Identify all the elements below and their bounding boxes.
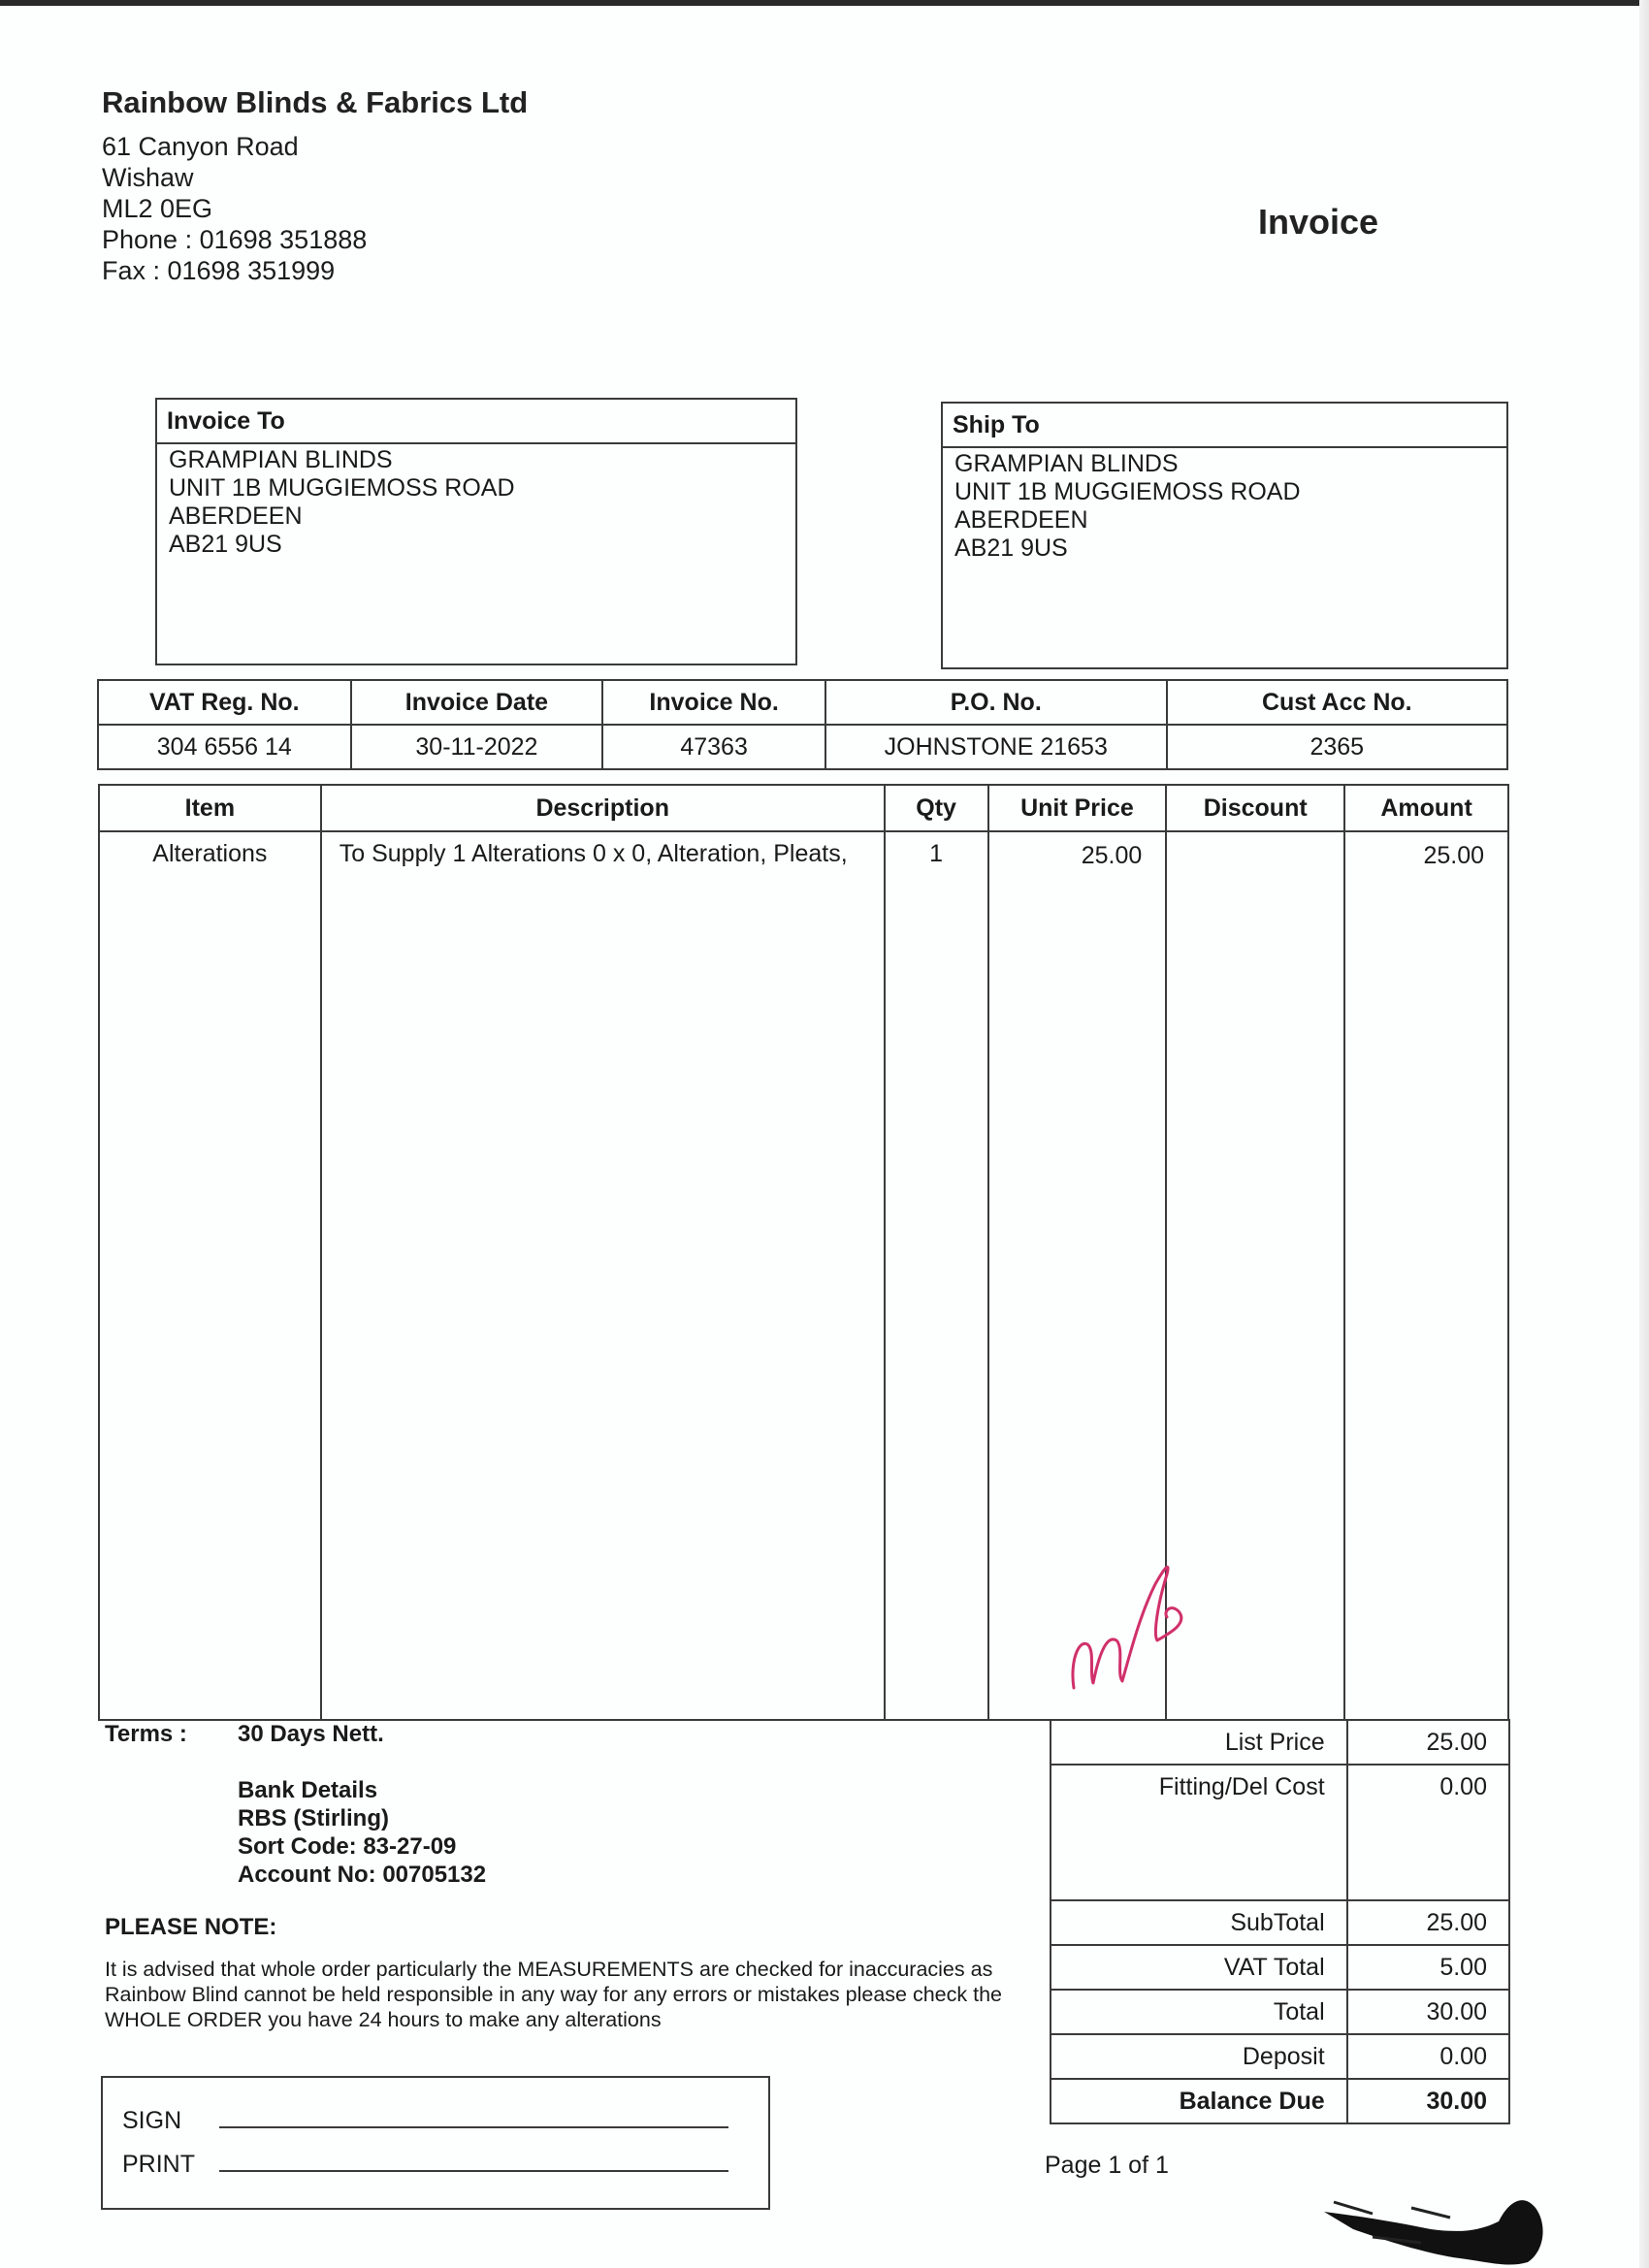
total-value: 30.00 (1347, 1990, 1509, 2034)
list-price-value: 25.00 (1347, 1720, 1509, 1765)
amount-cell: 25.00 (1344, 831, 1508, 1720)
qty-cell: 1 (885, 831, 988, 1720)
description-header: Description (321, 785, 885, 831)
scan-top-edge (0, 0, 1649, 6)
deposit-value: 0.00 (1347, 2034, 1509, 2079)
print-line[interactable] (219, 2170, 728, 2172)
invoice-to-line: UNIT 1B MUGGIEMOSS ROAD (169, 474, 515, 502)
subtotal-label: SubTotal (1051, 1900, 1347, 1945)
ink-smudge (1314, 2173, 1557, 2268)
table-row (99, 831, 1508, 1720)
discount-header: Discount (1166, 785, 1344, 831)
invoice-to-line: ABERDEEN (169, 502, 303, 530)
unit-price-cell: 25.00 (988, 831, 1167, 1720)
bank-name: RBS (Stirling) (238, 1805, 389, 1831)
vat-total-value: 5.00 (1347, 1945, 1509, 1990)
invoice-to-heading: Invoice To (157, 400, 795, 444)
list-price-label: List Price (1051, 1720, 1347, 1765)
subtotal-value: 25.00 (1347, 1900, 1509, 1945)
company-fax: Fax : 01698 351999 (102, 256, 336, 285)
company-address-line: ML2 0EG (102, 194, 213, 223)
company-name: Rainbow Blinds & Fabrics Ltd (102, 85, 529, 119)
unit-price-header: Unit Price (988, 785, 1167, 831)
page-indicator: Page 1 of 1 (1045, 2152, 1169, 2179)
invoice-no-header: Invoice No. (602, 680, 825, 725)
balance-due-label: Balance Due (1051, 2079, 1347, 2123)
print-label: PRINT (122, 2151, 195, 2178)
item-cell: Alterations (99, 831, 321, 1720)
cust-acc-header: Cust Acc No. (1167, 680, 1507, 725)
ship-to-heading: Ship To (943, 404, 1506, 448)
fitting-label: Fitting/Del Cost (1051, 1765, 1347, 1900)
sign-line[interactable] (219, 2126, 728, 2128)
bank-sort-code: Sort Code: 83-27-09 (238, 1833, 457, 1860)
vat-total-label: VAT Total (1051, 1945, 1347, 1990)
invoice-to-box (155, 398, 797, 665)
item-header: Item (99, 785, 321, 831)
ship-to-line: ABERDEEN (954, 506, 1088, 534)
qty-header: Qty (885, 785, 988, 831)
sign-label: SIGN (122, 2107, 182, 2134)
reference-table (97, 679, 1508, 770)
vat-reg-header: VAT Reg. No. (98, 680, 351, 725)
company-address-line: 61 Canyon Road (102, 132, 299, 161)
balance-due-value: 30.00 (1347, 2079, 1509, 2123)
note-title: PLEASE NOTE: (105, 1914, 277, 1940)
po-no-header: P.O. No. (825, 680, 1167, 725)
invoice-no-value: 47363 (602, 725, 825, 769)
description-cell: To Supply 1 Alterations 0 x 0, Alteration, Pleats, (321, 831, 885, 1720)
vat-reg-value: 304 6556 14 (98, 725, 351, 769)
ship-to-box (941, 402, 1508, 669)
invoice-to-line: AB21 9US (169, 531, 282, 558)
terms-value: 30 Days Nett. (238, 1721, 384, 1747)
bank-details-heading: Bank Details (238, 1777, 378, 1803)
company-address-line: Wishaw (102, 163, 194, 192)
amount-header: Amount (1344, 785, 1508, 831)
totals-table (1050, 1719, 1510, 2124)
scan-right-edge (1639, 0, 1649, 2268)
bank-account-no: Account No: 00705132 (238, 1862, 487, 1888)
signature-box (101, 2076, 770, 2210)
po-no-value: JOHNSTONE 21653 (825, 725, 1167, 769)
terms-label: Terms : (105, 1721, 187, 1747)
fitting-value: 0.00 (1347, 1765, 1509, 1900)
note-text: It is advised that whole order particularly the MEASUREMENTS are checked for inaccuracies as Rainbow Blind cannot be held responsible in any way for any errors or mistakes please check the WHOLE ORDER you have 24 hours to make any alterations (105, 1958, 1002, 2031)
line-items-table (98, 784, 1509, 1721)
invoice-date-value: 30-11-2022 (351, 725, 603, 769)
ship-to-line: UNIT 1B MUGGIEMOSS ROAD (954, 478, 1301, 505)
invoice-to-line: GRAMPIAN BLINDS (169, 446, 393, 473)
deposit-label: Deposit (1051, 2034, 1347, 2079)
handwritten-initials (1062, 1547, 1198, 1702)
invoice-date-header: Invoice Date (351, 680, 603, 725)
ship-to-line: AB21 9US (954, 535, 1068, 562)
cust-acc-value: 2365 (1167, 725, 1507, 769)
ship-to-line: GRAMPIAN BLINDS (954, 450, 1179, 477)
document-title: Invoice (1258, 202, 1379, 242)
company-phone: Phone : 01698 351888 (102, 225, 368, 254)
total-label: Total (1051, 1990, 1347, 2034)
